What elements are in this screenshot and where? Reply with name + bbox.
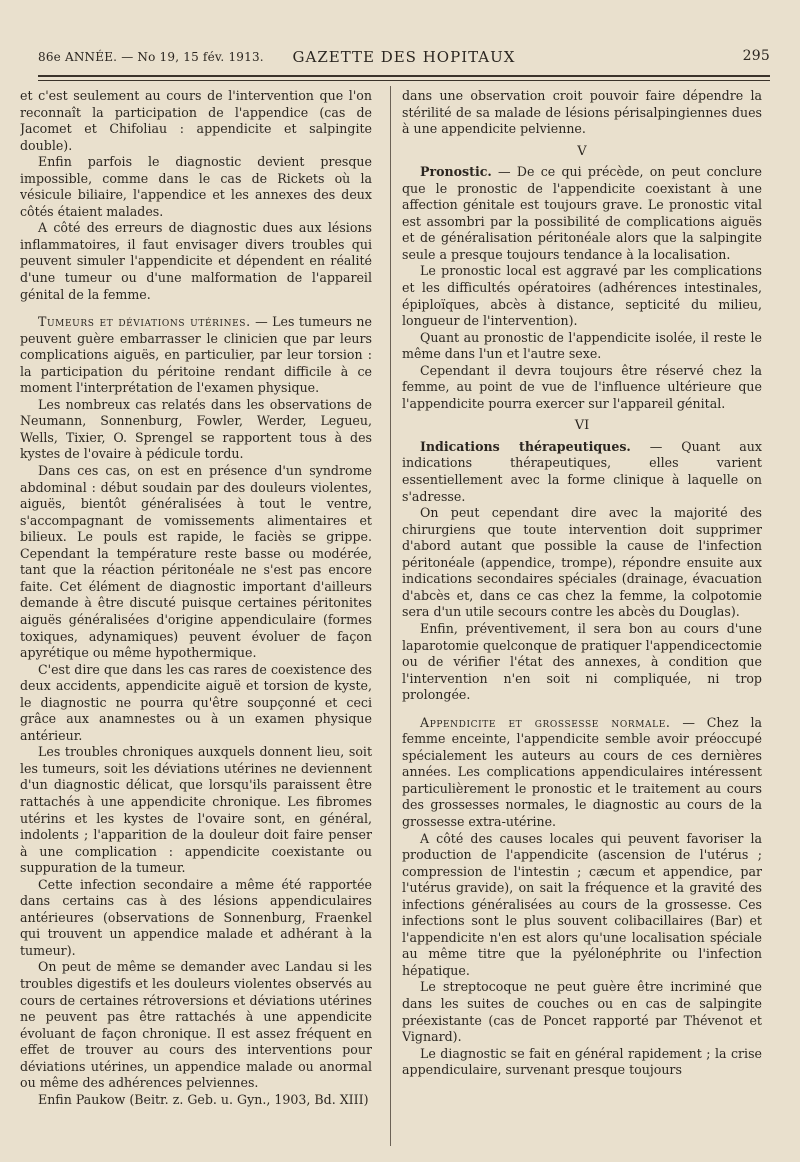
paragraph: Les nombreux cas relatés dans les observations de Neumann, Sonnenburg, Fowler, Werder, Legueu, Wells, Tixier, O. Sprengel se rapportent tous à des kystes de l'ovaire à pédicule tordu. [20,396,372,462]
paragraph: dans une observation croit pouvoir faire dépendre la stérilité de sa malade de lésions périsalpingiennes dues à une appendicite pelvienne. [402,88,762,137]
section-heading: Pronostic. [420,164,492,180]
running-header [38,46,770,68]
paragraph: Les troubles chroniques auxquels donnent lieu, soit les tumeurs, soit les déviations utérines ne deviennent d'un diagnostic délicat, que lorsqu'ils paraissent être rattachés à une appendicite chronique. Les fibromes utérins et les kystes de l'ovaire sont, en général, indolents ; l'apparition de la douleur doit faire penser à une complication : appendicite coexistante ou suppuration de la tumeur. [20,744,372,876]
column-divider [390,86,391,1146]
paragraph: Cette infection secondaire a même été rapportée dans certains cas à des lésions appendiculaires antérieures (observations de Sonnenburg, Fraenkel qui trouvent un appendice malade et adhérant à la tumeur). [20,876,372,958]
paragraph: Cependant il devra toujours être réservé chez la femme, au point de vue de l'influence ultérieure que l'appendicite pourra exercer sur l'appareil génital. [402,362,762,411]
paragraph: Enfin, préventivement, il sera bon au cours d'une laparotomie quelconque de pratiquer l'appendicectomie ou de vérifier l'état des annexes, à condition que l'intervention n'en soit ni compliquée, ni trop prolongée. [402,620,762,703]
paragraph: et c'est seulement au cours de l'intervention que l'on reconnaît la participation de l'appendice (cas de Jacomet et Chifoliau : appendicite et salpingite double). [20,88,372,153]
paragraph [402,439,762,505]
section-heading: Appendicite et grossesse normale. [420,714,671,730]
section-heading: Indications thérapeutiques. [420,438,631,454]
header-rule-thick [38,75,770,77]
paragraph: Le pronostic local est aggravé par les complications et les difficultés opératoires (adhérences intestinales, épiploïques, abcès à distance, septicité du milieu, longueur de l'intervention). [402,263,762,329]
journal-title: GAZETTE DES HOPITAUX [292,48,516,66]
paragraph: Quant au pronostic de l'appendicite isolée, il reste le même dans l'un et l'autre sexe. [402,329,762,362]
paragraph: On peut de même se demander avec Landau si les troubles digestifs et les douleurs violentes observés au cours de certaines rétroversions et déviations utérines ne peuvent pas être rattachés à une appendicite évoluant de façon chronique. Il est assez fréquent en effet de trouver au cours des interventions pour déviations utérines, un appendice malade ou anormal ou même des adhérences pelviennes. [20,959,372,1091]
section-number: VI [574,418,590,434]
right-column [402,88,762,1148]
paragraph-text: — Quant aux indications thérapeutiques, elles varient essentiellement avec la forme clinique à laquelle on s'adresse. [402,438,762,504]
section-heading: Tumeurs et déviations utérines. [38,314,251,330]
paragraph: C'est dire que dans les cas rares de coexistence des deux accidents, appendicite aiguë et torsion de kyste, le diagnostic ne pourra qu'être soupçonné et ceci grâce aux anamnestes ou à un examen physique antérieur. [20,661,372,743]
paragraph: On peut cependant dire avec la majorité des chirurgiens que toute intervention doit supprimer d'abord autant que possible la cause de l'infection péritonéale (appendice, trompe), répondre ensuite aux indications secondaires spéciales (drainage, évacuation d'abcès et, dans ce cas chez la femme, la colpotomie sera d'un utile secours contre les abcès du Douglas). [402,505,762,620]
paragraph: Dans ces cas, on est en présence d'un syndrome abdominal : début soudain par des douleurs violentes, aiguës, bientôt généralisées à tout le ventre, s'accompagnant de vomissements alimentaires et bilieux. Le pouls est rapide, le faciès se grippe. Cependant la température reste basse ou modérée, tant que la réaction péritonéale ne s'est pas encore faite. Cet élément de diagnostic important d'ailleurs demande à être discuté puisque certaines péritonites aiguës généralisées d'origine appendiculaire (formes toxiques, adynamiques) peuvent évoluer de façon apyrétique ou même hypothermique. [20,463,372,661]
paragraph: Enfin parfois le diagnostic devient presque impossible, comme dans le cas de Rickets où la vésicule biliaire, l'appendice et les annexes des deux côtés étaient malades. [20,154,372,219]
page-number: 295 [742,48,770,64]
header-rule-thin [38,80,770,81]
issue-info: 86e ANNÉE. — No 19, 15 fév. 1913. [38,50,264,64]
paragraph-text: — Chez la femme enceinte, l'appendicite semble avoir préoccupé spécialement les auteurs au cours de ces dernières années. Les complications appendiculaires intéressent particulièrement le pronostic et le traitement au cours des grossesses normales, le diagnostic au cours de la grossesse extra-utérine. [402,714,762,829]
paragraph-text: — De ce qui précède, on peut conclure que le pronostic de l'appendicite coexistant à une affection génitale est toujours grave. Le pronostic vital est assombri par la possibilité de complications aiguës et de généralisation péritonéale alors que la salpingite seule a presque toujours tendance à la localisation. [402,164,762,262]
left-column [20,88,372,1148]
paragraph: Le streptocoque ne peut guère être incriminé que dans les suites de couches ou en cas de salpingite préexistante (cas de Poncet rapporté par Thévenot et Vignard). [402,979,762,1045]
paragraph: Enfin Paukow (Beitr. z. Geb. u. Gyn., 1903, Bd. XIII) [38,1091,369,1107]
paragraph [402,715,762,831]
paragraph: A côté des causes locales qui peuvent favoriser la production de l'appendicite (ascension de l'utérus ; compression de l'intestin ; cæcum et appendice, par l'utérus gravide), on sait la fréquence et la gravité des infections généralisées au cours de la grossesse. Ces infections sont le plus souvent colibacillaires (Bar) et l'appendicite n'en est alors qu'une localisation spéciale au même titre que la pyélonéphrite ou l'infection hépatique. [402,830,762,978]
paragraph-text: — Les tumeurs ne peuvent guère embarrasser le clinicien que par leurs complications aiguës, en particulier, par leur torsion : la participation du péritoine rendant difficile à ce moment l'interprétation de l'examen physique. [20,314,372,396]
section-number: V [577,143,587,159]
paragraph [20,314,372,397]
paragraph: A côté des erreurs de diagnostic dues aux lésions inflammatoires, il faut envisager divers troubles qui peuvent simuler l'appendicite et dépendent en réalité d'une tumeur ou d'une malformation de l'appareil génital de la femme. [20,220,372,302]
paragraph [402,164,762,263]
paragraph: Le diagnostic se fait en général rapidement ; la crise appendiculaire, survenant presque toujours [402,1045,762,1078]
